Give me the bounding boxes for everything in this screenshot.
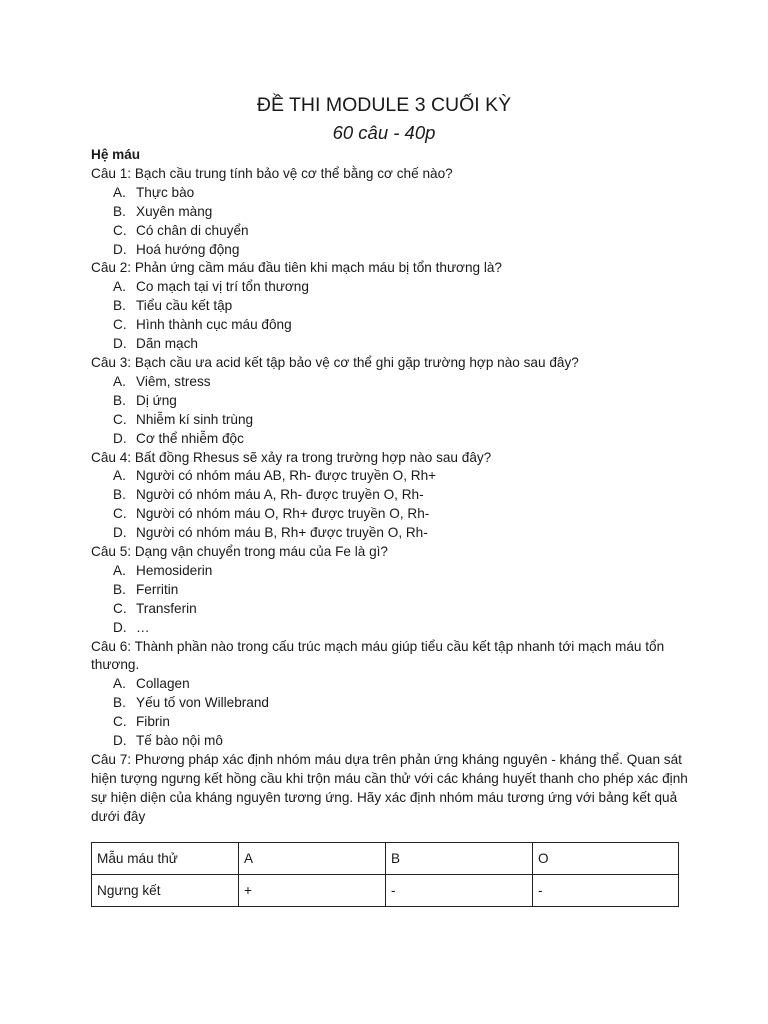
option-letter: B. [113,695,126,711]
option-text: Thực bào [136,184,195,200]
option-letter: C. [113,506,127,522]
questions-container [91,165,691,827]
option-text: Hình thành cục máu đông [136,317,292,333]
option-text: Fibrin [136,714,170,730]
answer-option [91,184,691,203]
answer-option [91,241,691,260]
option-text: Người có nhóm máu B, Rh+ được truyền O, Rh- [136,525,428,541]
option-text: Ferritin [136,581,179,597]
answer-option [91,411,691,430]
option-letter: D. [113,336,127,352]
option-list [91,278,691,354]
table-cell: B [386,843,533,875]
option-letter: C. [113,317,127,333]
option-letter: D. [113,619,127,635]
table-cell: O [533,843,679,875]
answer-option [91,278,691,297]
question-text: Câu 2: Phản ứng cầm máu đầu tiên khi mạch máu bị tổn thương là? [91,260,502,276]
option-text: Tế bào nội mô [136,733,223,749]
option-letter: D. [113,241,127,257]
option-letter: A. [113,184,126,200]
option-text: … [136,619,150,635]
table-cell: - [533,875,679,907]
answer-option [91,203,691,222]
answer-option [91,486,691,505]
option-letter: C. [113,411,127,427]
option-text: Cơ thể nhiễm độc [136,430,244,446]
option-letter: D. [113,525,127,541]
question-text: Câu 7: Phương pháp xác định nhóm máu dựa trên phản ứng kháng nguyên - kháng thể. Quan sát hiện tượng ngưng kết hồng cầu khi trộn máu cần thử với các kháng huyết thanh cho phép xác định sự hiện diện của kháng nguyên tương ứng. Hãy xác định nhóm máu tương ứng với bảng kết quả dưới đây [91,752,688,824]
option-list [91,562,691,638]
option-letter: A. [113,676,126,692]
option-list [91,373,691,449]
option-letter: C. [113,222,127,238]
option-letter: A. [113,562,126,578]
option-text: Tiểu cầu kết tập [136,298,233,314]
section-heading: Hệ máu [91,147,141,162]
table-cell: - [386,875,533,907]
option-list [91,184,691,260]
option-text: Người có nhóm máu A, Rh- được truyền O, Rh- [136,487,424,503]
option-letter: D. [113,733,127,749]
table-cell: Ngưng kết [92,875,239,907]
answer-option [91,562,691,581]
option-letter: D. [113,430,127,446]
page-subtitle: 60 câu - 40p [332,122,436,143]
question-text: Câu 1: Bạch cầu trung tính bảo vệ cơ thể bằng cơ chế nào? [91,165,453,181]
option-text: Có chân di chuyển [136,222,249,238]
option-text: Dị ứng [136,392,177,408]
option-letter: A. [113,468,126,484]
answer-option [91,694,691,713]
option-letter: B. [113,298,126,314]
table-cell: + [239,875,386,907]
option-text: Nhiễm kí sinh trùng [136,411,254,427]
answer-option [91,619,691,638]
answer-option [91,524,691,543]
option-text: Yếu tố von Willebrand [136,695,269,711]
answer-option [91,430,691,449]
question-list [91,146,691,827]
table-row [92,843,679,875]
option-text: Hemosiderin [136,562,213,578]
question-text: Câu 6: Thành phần nào trong cấu trúc mạch máu giúp tiểu cầu kết tập nhanh tới mạch máu tổn thương. [91,638,665,673]
answer-option [91,600,691,619]
answer-option [91,675,691,694]
question-text: Câu 4: Bất đồng Rhesus sẽ xảy ra trong trường hợp nào sau đây? [91,449,492,465]
option-text: Người có nhóm máu O, Rh+ được truyền O, Rh- [136,506,430,522]
table-cell: A [239,843,386,875]
option-text: Transferin [136,600,197,616]
option-letter: B. [113,203,126,219]
answer-option [91,373,691,392]
answer-option [91,392,691,411]
result-table [91,842,679,907]
page-title: ĐỀ THI MODULE 3 CUỐI KỲ [256,94,512,116]
option-text: Dãn mạch [136,336,198,352]
answer-option [91,732,691,751]
option-text: Collagen [136,676,190,692]
option-text: Viêm, stress [136,373,211,389]
option-list [91,675,691,751]
answer-option [91,316,691,335]
result-table-wrapper [91,842,679,907]
option-letter: A. [113,373,126,389]
question-text: Câu 3: Bạch cầu ưa acid kết tập bảo vệ cơ thể ghi gặp trường hợp nào sau đây? [91,354,579,370]
answer-option [91,505,691,524]
option-letter: C. [113,600,127,616]
option-letter: B. [113,487,126,503]
question-text: Câu 5: Dạng vận chuyển trong máu của Fe là gì? [91,544,388,560]
option-letter: B. [113,581,126,597]
option-list [91,467,691,543]
option-letter: B. [113,392,126,408]
answer-option [91,467,691,486]
table-row [92,875,679,907]
table-cell: Mẫu máu thử [92,843,239,875]
option-letter: C. [113,714,127,730]
answer-option [91,222,691,241]
option-text: Hoá hướng động [136,241,240,257]
option-text: Xuyên màng [136,203,213,219]
option-text: Co mạch tại vị trí tổn thương [136,279,309,295]
answer-option [91,297,691,316]
option-text: Người có nhóm máu AB, Rh- được truyền O, Rh+ [136,468,437,484]
option-letter: A. [113,279,126,295]
answer-option [91,581,691,600]
answer-option [91,713,691,732]
answer-option [91,335,691,354]
